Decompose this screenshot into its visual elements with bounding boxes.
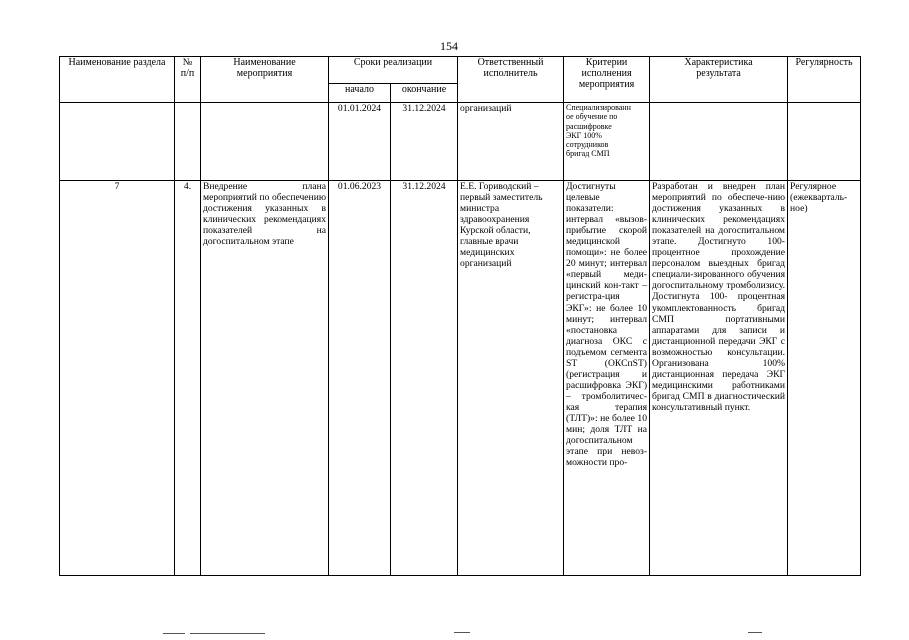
header-end: окончание — [391, 84, 458, 103]
header-start: начало — [329, 84, 391, 103]
row-end-date: 31.12.2024 — [391, 181, 458, 576]
cont-criteria: Специализированн ое обучение по расшифровке ЭКГ 100% сотрудников бригад СМП — [564, 103, 650, 181]
row-responsible: Е.Е. Гориводский – первый заместитель министра здравоохранения Курской области, главные врачи медицинских организаций — [458, 181, 564, 576]
row-regularity: Регулярное (ежекварталь-ное) — [788, 181, 861, 576]
row-start-date: 01.06.2023 — [329, 181, 391, 576]
header-criteria: Критерии исполнения мероприятия — [564, 57, 650, 103]
page-number: 154 — [440, 39, 458, 53]
row-num: 4. — [175, 181, 201, 576]
scan-artifact — [454, 632, 470, 633]
header-section: Наименование раздела — [60, 57, 175, 103]
cont-num — [175, 103, 201, 181]
header-regularity: Регулярность — [788, 57, 861, 103]
header-terms: Сроки реализации — [329, 57, 458, 84]
cont-end-date: 31.12.2024 — [391, 103, 458, 181]
scan-artifact — [748, 632, 762, 633]
row-event: Внедрение плана мероприятий по обеспечению достижения указанных в клинических рекомендациях показателей на догоспитальном этапе — [201, 181, 329, 576]
cont-responsible: организаций — [458, 103, 564, 181]
scan-artifact — [163, 633, 185, 634]
cont-event — [201, 103, 329, 181]
scan-artifact — [190, 633, 265, 634]
cont-start-date: 01.01.2024 — [329, 103, 391, 181]
cont-section — [60, 103, 175, 181]
row-result: Разработан и внедрен план мероприятий по обеспече-нию достижения указанных в клинических рекомендациях показателей на догоспитальном этапе. Достигнуто 100-процентное прохождение персоналом выездных бригад специали-зированного обучения догоспитальному тромболизису. Достигнута 100- процентная укомплектованность бригад СМП портативными аппаратами для записи и дистанционной передачи ЭКГ с возможностью консультации. Организована 100% дистанционная передача ЭКГ медицинскими работниками бригад СМП в диагностический консультативный пункт. — [650, 181, 788, 576]
row-criteria: Достигнуты целевые показатели: интервал «вызов-прибытие скорой медицинской помощи»: не более 20 минут; интервал «первый меди-цинский кон-такт – регистра-ция ЭКГ»: не более 10 минут; интервал «постановка диагноза ОКС с подъемом сегмента ST (ОКСпST) (регистрация и расшифровка ЭКГ) – тромболитичес-кая терапия (ТЛТ)»: не более 10 мин; доля ТЛТ на догоспитальном этапе при невоз-можности про- — [564, 181, 650, 576]
table-row — [60, 103, 861, 181]
header-responsible: Ответственный исполнитель — [458, 57, 564, 103]
header-result: Характеристика результата — [650, 57, 788, 103]
header-event: Наименование мероприятия — [201, 57, 329, 103]
row-section: 7 — [60, 181, 175, 576]
header-num: № п/п — [175, 57, 201, 103]
cont-result — [650, 103, 788, 181]
cont-regularity — [788, 103, 861, 181]
table-row — [60, 181, 861, 576]
plan-table — [59, 56, 861, 576]
